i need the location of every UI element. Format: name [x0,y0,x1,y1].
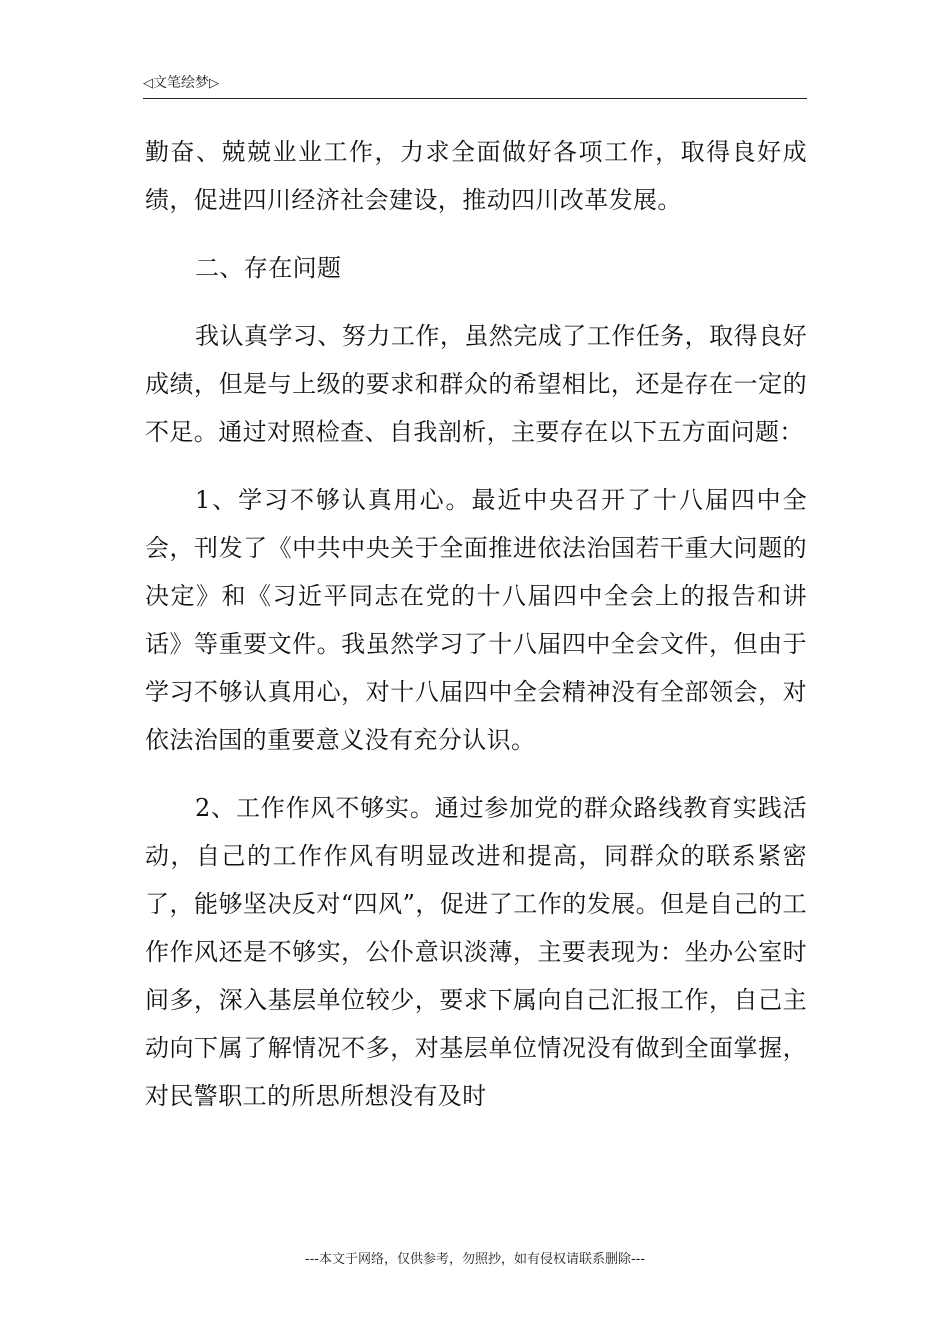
page-header [143,72,807,99]
header-title: 文笔绘梦 [153,75,209,91]
left-triangle-icon: ◁ [143,76,153,91]
paragraph-intro: 我认真学习、努力工作，虽然完成了工作任务，取得良好成绩，但是与上级的要求和群众的希望相比，还是存在一定的不足。通过对照检查、自我剖析，主要存在以下五方面问题： [145,322,807,446]
section-heading: 二、存在问题 [195,254,342,282]
paragraph-item-1: 1、学习不够认真用心。最近中央召开了十八届四中全会，刊发了《中共中央关于全面推进依法治国若干重大问题的决定》和《习近平同志在党的十八届四中全会上的报告和讲话》等重要文件。我虽然学习了十八届四中全会文件，但由于学习不够认真用心，对十八届四中全会精神没有全部领会，对依法治国的重要意义没有充分认识。 [145,486,807,754]
paragraph-continuation: 勤奋、兢兢业业工作，力求全面做好各项工作，取得良好成绩，促进四川经济社会建设，推动四川改革发展。 [145,138,807,214]
right-triangle-icon: ▷ [209,76,219,91]
paragraph-item-2: 2、工作作风不够实。通过参加党的群众路线教育实践活动，自己的工作作风有明显改进和提高，同群众的联系紧密了，能够坚决反对“四风”，促进了工作的发展。但是自己的工作作风还是不够实，公仆意识淡薄，主要表现为：坐办公室时间多，深入基层单位较少，要求下属向自己汇报工作，自己主动向下属了解情况不多，对基层单位情况没有做到全面掌握，对民警职工的所思所想没有及时 [145,794,807,1110]
document-body [145,128,807,1120]
page-footer: ---本文于网络，仅供参考，勿照抄，如有侵权请联系删除--- [304,1252,646,1267]
